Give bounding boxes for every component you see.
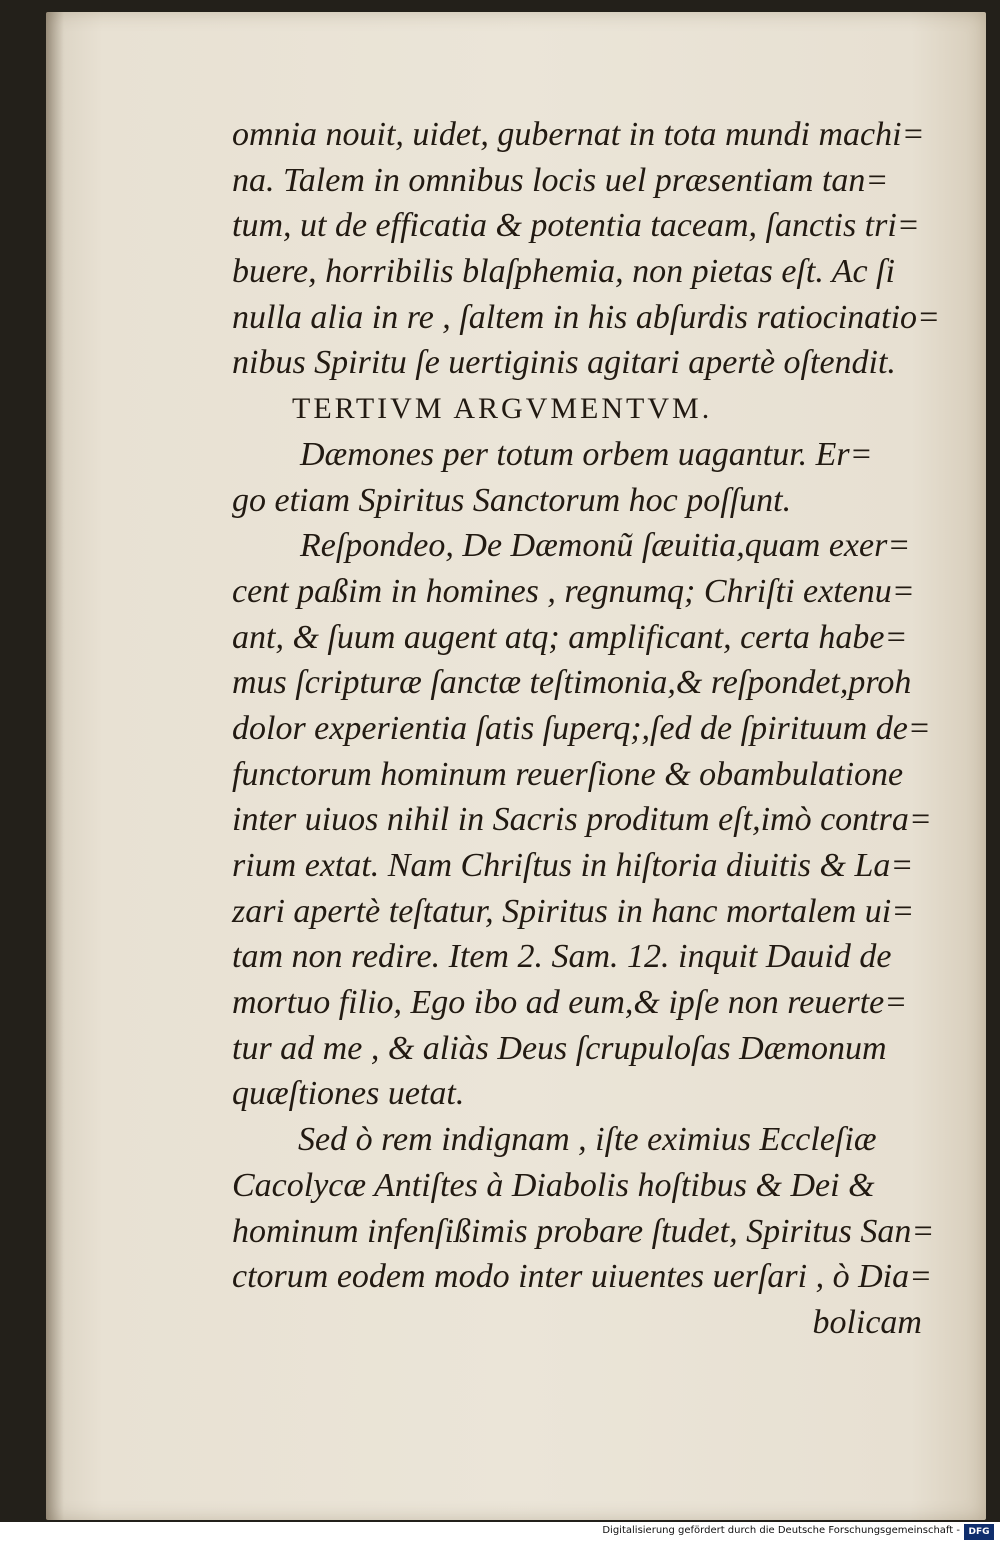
footer-credit: Digitalisierung gefördert durch die Deutsche Forschungsgemeinschaft - [602,1525,960,1536]
text-line: zari apertè teſtatur, Spiritus in hanc mortalem ui= [232,892,915,930]
footer-bar [0,1522,1000,1543]
catchword: bolicam [812,1303,922,1341]
text-line: buere, horribilis blaſphemia, non pietas eſt. Ac ſi [232,253,895,291]
text-line: cent paßim in homines , regnumq; Chriſti extenu= [232,572,915,610]
text-line: rium extat. Nam Chriſtus in hiſtoria diuitis & La= [232,847,914,884]
text-line: tam non redire. Item 2. Sam. 12. inquit Dauid de [232,938,892,976]
text-line: ctorum eodem modo inter uiuentes uerſari , ò Dia= [232,1258,933,1296]
text-line: Cacolycæ Antiſtes à Diabolis hoſtibus & Dei & [232,1166,875,1204]
text-line: nibus Spiritu ſe uertiginis agitari apertè oſtendit. [232,344,896,382]
text-line: Reſpondeo, De Dæmonũ ſæuitia,quam exer= [300,527,911,565]
text-line: mus ſcripturæ ſanctæ teſtimonia,& reſpondet,proh [232,664,912,702]
text-line: dolor experientia ſatis ſuperq;,ſed de ſpirituum de= [232,709,931,747]
text-line: ant, & ſuum augent atq; amplificant, certa habe= [232,618,908,656]
text-line: hominum infenſißimis probare ſtudet, Spiritus San= [232,1212,935,1250]
text-line: tur ad me , & aliàs Deus ſcrupuloſas Dæmonum [232,1029,887,1067]
text-line: inter uiuos nihil in Sacris proditum eſt,imò contra= [232,801,932,839]
text-line: tum, ut de efficatia & potentia taceam, ſanctis tri= [232,207,920,245]
text-line: quæſtiones uetat. [232,1075,465,1113]
page-gutter-shadow [46,12,64,1520]
text-line: na. Talem in omnibus locis uel præsentiam tan= [232,161,889,199]
text-line: functorum hominum reuerſione & obambulatione [232,755,904,793]
text-line: omnia nouit, uidet, gubernat in tota mundi machi= [232,116,925,153]
dfg-logo: DFG [964,1524,994,1540]
page-text-block [232,112,940,1346]
text-line: go etiam Spiritus Sanctorum hoc poſſunt. [232,481,792,519]
text-line: Sed ò rem indignam , iſte eximius Eccleſiæ [298,1121,877,1159]
section-heading: TERTIVM ARGVMENTVM. [292,392,713,426]
text-line: nulla alia in re , ſaltem in his abſurdis ratiocinatio= [232,298,940,336]
text-line: Dæmones per totum orbem uagantur. Er= [300,435,873,473]
text-line: mortuo filio, Ego ibo ad eum,& ipſe non reuerte= [232,984,908,1022]
